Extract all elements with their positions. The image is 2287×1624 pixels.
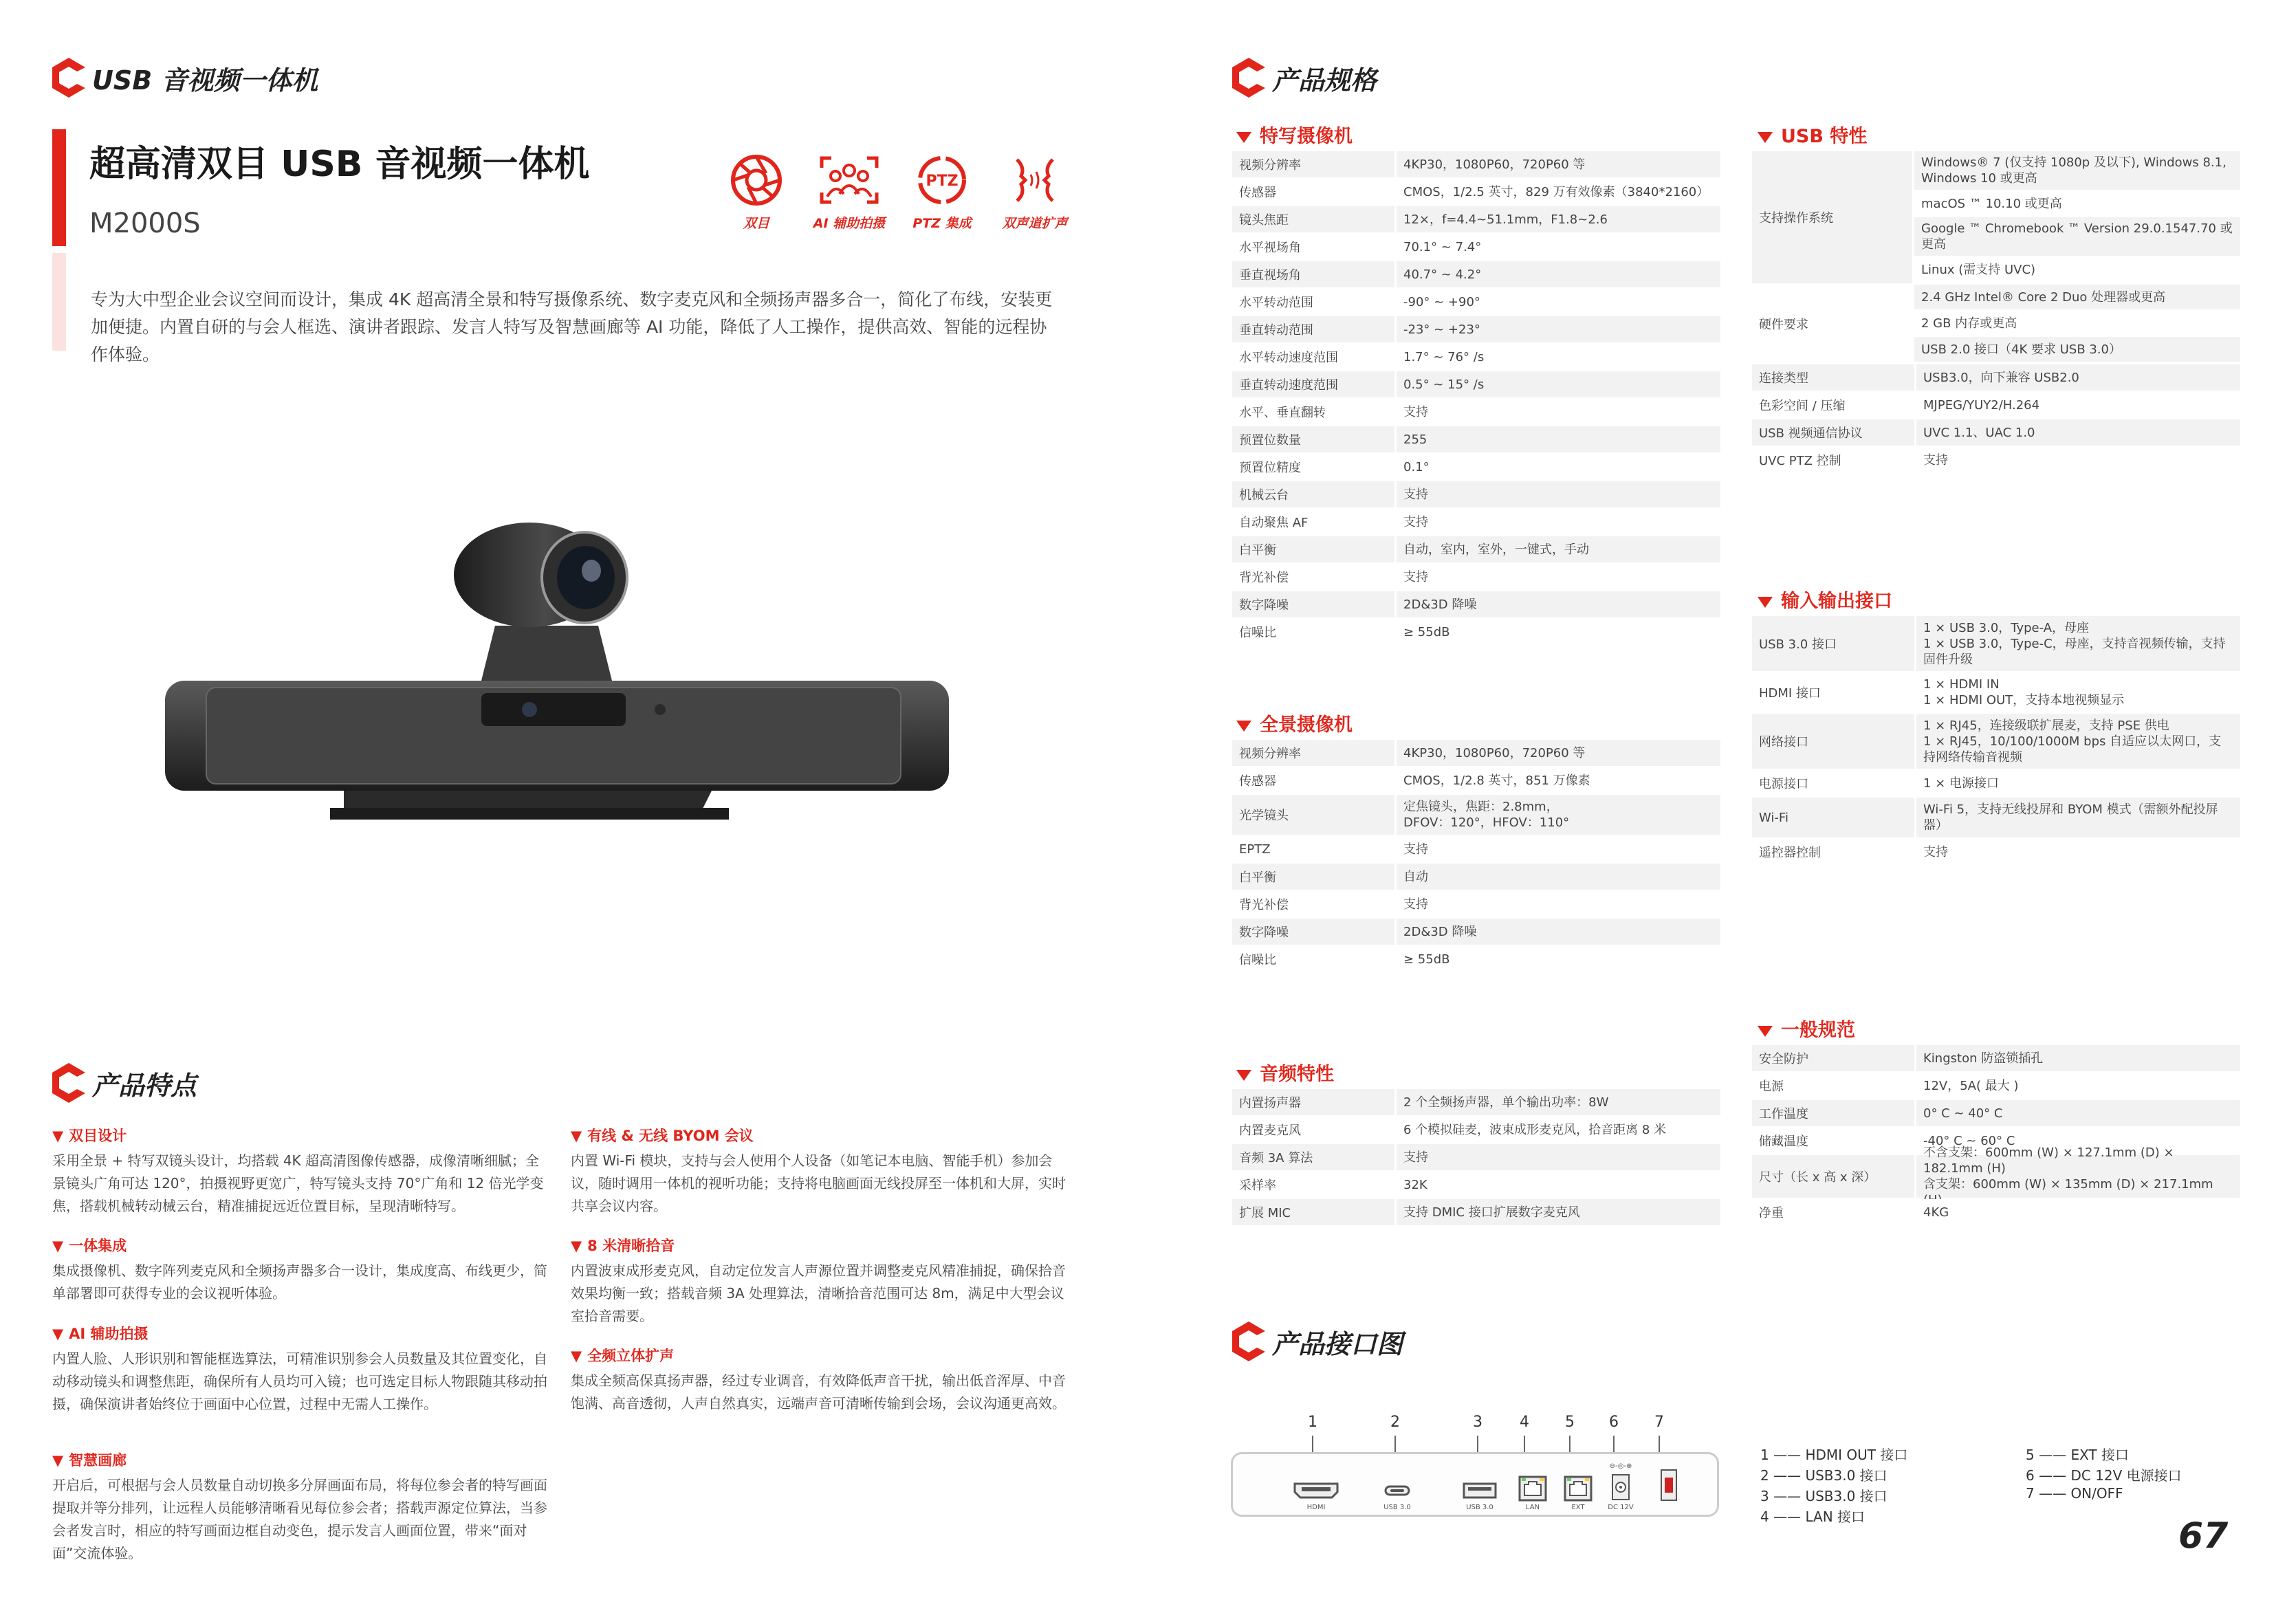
feature-icon-ai [805,153,894,232]
spec-key: 水平、垂直翻转 [1232,399,1394,425]
spec-key: 视频分辨率 [1232,740,1394,766]
aperture-icon [723,153,789,208]
spec-row-os [1752,151,2240,285]
spec-row [1232,767,1720,795]
spec-value: 2 个全频扬声器，单个输出功率：8W [1394,1089,1720,1115]
spec-row [1232,426,1720,454]
spec-subtitle [1236,710,1353,736]
port-label: LAN [1525,1504,1540,1511]
spec-row [1232,591,1720,619]
spec-subtitle-text: 特写摄像机 [1260,126,1353,147]
dc-power-port-icon [1610,1460,1632,1502]
spec-key: 数字降噪 [1232,919,1394,945]
spec-key: 自动聚焦 AF [1232,509,1394,535]
spec-row [1752,1073,2240,1100]
spec-key: 镜头焦距 [1232,206,1394,232]
product-model: M2000S [89,208,201,239]
feature-icon-dual [712,153,801,232]
legend-item: 2 —— USB3.0 接口 [1760,1467,1887,1484]
svg-text:PTZ: PTZ [926,173,959,190]
spec-value: 支持 [1394,509,1720,535]
spec-value: 2D&3D 降噪 [1394,591,1720,617]
spec-table-io [1752,616,2240,866]
spec-row [1752,1199,2240,1227]
port-label: USB 3.0 [1383,1504,1411,1511]
feature-item: ▼ 智慧画廊 开启后，可根据与会人员数量自动切换多分屏画面布局，将每位参会者的特写画面提取并等分排列，让远程人员能够清晰看见每位参会者；搭载声源定位算法，当参会者发言时，相应的特写画面边框自动变色，提示发言人画面位置，带来“面对面”交流体验。 [52,1449,547,1565]
spec-subtitle [1236,1059,1334,1086]
spec-key: 采样率 [1232,1172,1394,1198]
spec-value: 自动，室内，室外，一键式，手动 [1394,536,1720,562]
section-title-features [50,1059,197,1107]
spec-value: -23° ~ +23° [1394,316,1720,342]
spec-value: ≥ 55dB [1394,946,1720,972]
feature-item: ▼ 全频立体扩声 集成全频高保真扬声器，经过专业调音，有效降低声音干扰，输出低音浑厚、中音饱满、高音透彻，人声自然真实，远端声音可清晰传输到会场，会议沟通更高效。 [571,1345,1066,1415]
spec-key: 预置位精度 [1232,454,1394,480]
spec-table-general [1752,1045,2240,1227]
feature-item: ▼ AI 辅助拍摄 内置人脸、人形识别和智能框选算法，可精准识别参会人员数量及其位置变化，自动移动镜头和调整焦距，确保所有人员均可入镜；也可选定目标人物跟随其移动拍摄，确保演讲者始终位于画面中心位置，过程中无需人工操作。 [52,1323,547,1416]
spec-value: 支持 [1394,891,1720,917]
spec-row [1232,234,1720,261]
spec-subtitle [1758,1015,1855,1042]
spec-subtitle [1236,121,1353,148]
feature-item: ▼ 8 米清晰拾音 内置波束成形麦克风，自动定位发言人声源位置并调整麦克风精准捕捉，确保拾音效果均衡一致；搭载音频 3A 处理算法，清晰拾音范围可达 8m，满足中大型会议室拾音需要。 [571,1235,1066,1328]
spec-value: macOS ™ 10.10 或更高 [1914,191,2240,217]
spec-key: 信噪比 [1232,619,1394,645]
spec-value: 支持 [1914,839,2240,865]
spec-value: 1 × RJ45，连接级联扩展麦，支持 PSE 供电 1 × RJ45，10/100/1000M bps 自适应以太网口，支持网络传输音视频 [1914,714,2240,769]
spec-value: 支持 [1914,447,2240,473]
spec-value: -90° ~ +90° [1394,289,1720,315]
spec-row [1232,891,1720,919]
feature-icon-stereo [990,153,1080,232]
feature-body: 内置人脸、人形识别和智能框选算法，可精准识别参会人员数量及其位置变化，自动移动镜头和调整焦距，确保所有人员均可入镜；也可选定目标人物跟随其移动拍摄，确保演讲者始终位于画面中心位置，过程中无需人工操作。 [52,1350,547,1412]
spec-key: 预置位数量 [1232,426,1394,452]
spec-value: Windows® 7 (仅支持 1080p 及以下), Windows 8.1, Windows 10 或更高 [1914,151,2240,191]
spec-row [1232,454,1720,481]
spec-row [1752,1100,2240,1128]
spec-key: 垂直视场角 [1232,261,1394,287]
spec-value: -40° C ~ 60° C [1914,1128,2240,1154]
usb-c-port-icon [1383,1484,1411,1497]
spec-key: 色彩空间 / 压缩 [1752,392,1914,418]
spec-subtitle-text: USB 特性 [1781,126,1868,147]
spec-value: 支持 [1394,836,1720,862]
usb-a-port-icon [1462,1482,1498,1500]
spec-key: USB 3.0 接口 [1752,616,1914,671]
spec-row [1232,371,1720,399]
spec-key: 白平衡 [1232,864,1394,890]
spec-key: 净重 [1752,1199,1914,1225]
spec-value: 1.7° ~ 76° /s [1394,344,1720,370]
spec-key: 遥控器控制 [1752,839,1914,865]
spec-key: 电源接口 [1752,770,1914,796]
product-image [158,523,956,866]
spec-value: 255 [1394,426,1720,452]
spec-row [1232,481,1720,509]
spec-row [1232,1117,1720,1144]
spec-row [1232,619,1720,646]
spec-row [1232,509,1720,536]
section-title-text: 产品规格 [1272,65,1377,96]
port-number: 6 [1609,1414,1619,1431]
spec-row [1752,392,2240,419]
spec-row [1232,206,1720,234]
spec-row [1752,714,2240,770]
port-number: 1 [1308,1414,1317,1431]
spec-value: 1 × HDMI IN 1 × HDMI OUT，支持本地视频显示 [1914,672,2240,712]
spec-row [1232,179,1720,206]
spec-value: 4KP30，1080P60，720P60 等 [1394,151,1720,177]
spec-value: Google ™ Chromebook ™ Version 29.0.1547.70 或更高 [1914,217,2240,257]
spec-row [1752,1045,2240,1073]
spec-key: 视频分辨率 [1232,151,1394,177]
feature-heading: AI 辅助拍摄 [69,1326,149,1342]
legend-item: 3 —— USB3.0 接口 [1760,1488,1887,1504]
spec-subtitle [1758,121,1867,148]
spec-row [1232,1089,1720,1117]
spec-row [1752,672,2240,714]
feature-body: 集成全频高保真扬声器，经过专业调音，有效降低声音干扰，输出低音浑厚、中音饱满、高音透彻，人声自然真实，远端声音可清晰传输到会场，会议沟通更高效。 [571,1372,1066,1412]
spec-key: 水平转动范围 [1232,289,1394,315]
legend-item: 5 —— EXT 接口 [2026,1447,2129,1463]
spec-key: 音频 3A 算法 [1232,1144,1394,1170]
spec-row [1232,536,1720,564]
port-label: HDMI [1306,1504,1326,1511]
spec-key: 网络接口 [1752,714,1914,769]
spec-subtitle [1758,586,1892,613]
feature-heading: 8 米清晰拾音 [587,1238,675,1254]
port-label: EXT [1571,1504,1585,1511]
spec-row [1232,289,1720,316]
svg-text:⊖-◎-⊕: ⊖-◎-⊕ [1610,1462,1632,1470]
spec-key: 背光补偿 [1232,564,1394,590]
spec-value: ≥ 55dB [1394,619,1720,645]
spec-table-usb [1752,151,2240,474]
port-number: 2 [1390,1414,1400,1431]
spec-row [1232,919,1720,946]
feature-body: 内置波束成形麦克风，自动定位发言人声源位置并调整麦克风精准捕捉，确保拾音效果均衡一致；搭载音频 3A 处理算法，清晰拾音范围可达 8m，满足中大型会议室拾音需要。 [571,1262,1066,1324]
feature-heading: 有线 & 无线 BYOM 会议 [587,1128,754,1144]
spec-row [1232,1199,1720,1227]
feature-heading: 一体集成 [69,1238,127,1254]
spec-key: 电源 [1752,1073,1914,1099]
spec-key: 水平视场角 [1232,234,1394,260]
product-title: 超高清双目 USB 音视频一体机 [89,144,590,185]
spec-value: 70.1° ~ 7.4° [1394,234,1720,260]
spec-row [1752,798,2240,839]
spec-value: 182.1mm (H) 含支架：600mm (W) × 135mm (D) × 217.1mm [1914,1155,2240,1198]
ptz-icon [909,153,975,208]
spec-row [1752,839,2240,866]
spec-key: 连接类型 [1752,364,1914,391]
spec-value: 12×，f=4.4~51.1mm，F1.8~2.6 [1394,206,1720,232]
feature-item: ▼ 有线 & 无线 BYOM 会议 内置 Wi-Fi 模块，支持与会人使用个人设备（如笔记本电脑、智能手机）参加会议，随时调用一体机的视听功能；支持将电脑画面无线投屏至一体机和大屏，实时共享会议内容。 [571,1125,1066,1218]
spec-row [1752,419,2240,447]
spec-value: 自动 [1394,864,1720,890]
spec-key: HDMI 接口 [1752,672,1914,712]
spec-value: MJPEG/YUY2/H.264 [1914,392,2240,418]
spec-key: 垂直转动速度范围 [1232,371,1394,397]
spec-value: CMOS，1/2.8 英寸，851 万像素 [1394,767,1720,793]
spec-table-closeup [1232,151,1720,646]
spec-value: 2 GB 内存或更高 [1914,311,2240,337]
spec-key: 垂直转动范围 [1232,316,1394,342]
power-switch-icon [1659,1468,1678,1502]
brand-logo-icon [50,55,88,100]
port-number: 4 [1520,1414,1529,1431]
spec-key: 信噪比 [1232,946,1394,972]
spec-key: 白平衡 [1232,536,1394,562]
feature-heading: 智慧画廊 [69,1452,127,1469]
spec-key: 数字降噪 [1232,591,1394,617]
spec-value: 支持 [1394,399,1720,425]
spec-value: 支持 [1394,564,1720,590]
spec-key: USB 视频通信协议 [1752,419,1914,446]
feature-body: 内置 Wi-Fi 模块，支持与会人使用个人设备（如笔记本电脑、智能手机）参加会议，随时调用一体机的视听功能；支持将电脑画面无线投屏至一体机和大屏，实时共享会议内容。 [571,1152,1066,1214]
spec-value: 12V，5A( 最大 ) [1914,1073,2240,1099]
legend-item: 4 —— LAN 接口 [1760,1508,1865,1525]
title-accent-bar [52,129,66,246]
spec-key: 尺寸（长 x 高 x 深） [1752,1155,1914,1198]
spec-value: Wi-Fi 5，支持无线投屏和 BYOM 模式（需额外配投屏器） [1914,798,2240,837]
spec-table-audio [1232,1089,1720,1227]
spec-key: 工作温度 [1752,1100,1914,1126]
icon-label: 双目 [743,216,769,231]
spec-value: 1 × USB 3.0，Type-A，母座 1 × USB 3.0，Type-C，母座，支持音视频传输，支持固件升级 [1914,616,2240,671]
spec-subtitle-text: 输入输出接口 [1781,591,1892,612]
spec-value: 支持 [1394,1144,1720,1170]
legend-item: 7 —— ON/OFF [2026,1485,2123,1502]
spec-value: 2D&3D 降噪 [1394,919,1720,945]
spec-key: 光学镜头 [1232,795,1394,835]
spec-value: 4KG [1914,1199,2240,1225]
spec-value: 0° C ~ 40° C [1914,1100,2240,1126]
feature-heading: 双目设计 [69,1128,127,1144]
spec-key: 储藏温度 [1752,1128,1914,1154]
spec-value: 0.1° [1394,454,1720,480]
spec-value: 4KP30，1080P60，720P60 等 [1394,740,1720,766]
spec-key: Wi-Fi [1752,798,1914,837]
spec-row-hw [1752,285,2240,364]
spec-value: USB3.0，向下兼容 USB2.0 [1914,364,2240,391]
port-label: USB 3.0 [1466,1504,1493,1511]
spec-row [1752,447,2240,474]
spec-row [1752,1155,2240,1199]
spec-key: 背光补偿 [1232,891,1394,917]
spec-row [1232,864,1720,891]
brand-logo-icon [1229,1319,1268,1364]
spec-key: 内置麦克风 [1232,1117,1394,1143]
spec-value: 0.5° ~ 15° /s [1394,371,1720,397]
intro-accent-bar [52,253,66,351]
spec-row [1232,795,1720,836]
section-title-text: USB 音视频一体机 [92,65,318,96]
spec-value: Kingston 防盗锁插孔 [1914,1045,2240,1071]
port-number: 5 [1565,1414,1575,1431]
spec-key: EPTZ [1232,836,1394,862]
spec-row [1232,740,1720,767]
brand-logo-icon [50,1060,88,1106]
icon-label: 双声道扩声 [1002,216,1068,231]
spec-subtitle-text: 一般规范 [1781,1020,1855,1041]
spec-row [1752,770,2240,798]
feature-body: 集成摄像机、数字阵列麦克风和全频扬声器多合一设计，集成度高、布线更少，简单部署即可获得专业的会议视听体验。 [52,1262,547,1302]
spec-key: 内置扬声器 [1232,1089,1394,1115]
spec-table-panoramic [1232,740,1720,974]
feature-body: 采用全景 + 特写双镜头设计，均搭载 4K 超高清图像传感器，成像清晰细腻；全景镜头广角可达 120°，拍摄视野更宽广，特写镜头支持 70°广角和 12 倍光学变焦，搭载机械转动械云台，精准捕捉远近位置目标，呈现清晰特写。 [52,1152,544,1214]
spec-row [1232,261,1720,289]
hdmi-port-icon [1292,1482,1340,1500]
spec-value: UVC 1.1、UAC 1.0 [1914,419,2240,446]
spec-key: 硬件要求 [1752,285,1914,363]
section-title-interface [1229,1317,1403,1365]
spec-value: 1 × 电源接口 [1914,770,2240,796]
section-title-usb [50,54,318,102]
spec-value: 支持 [1394,481,1720,507]
spec-key: 传感器 [1232,179,1394,205]
spec-value: 2.4 GHz Intel® Core 2 Duo 处理器或更高 [1914,285,2240,311]
rear-panel [1231,1452,1719,1517]
product-intro: 专为大中型企业会议空间而设计，集成 4K 超高清全景和特写摄像系统、数字麦克风和全频扬声器多合一，简化了布线，安装更加便捷。内置自研的与会人框选、演讲者跟踪、发言人特写及智慧画廊等 AI 功能，降低了人工操作，提供高效、智能的远程协作体验。 [91,289,1053,364]
spec-key: 传感器 [1232,767,1394,793]
spec-key: 支持操作系统 [1752,151,1914,283]
spec-row [1232,836,1720,864]
feature-item: ▼ 双目设计 采用全景 + 特写双镜头设计，均搭载 4K 超高清图像传感器，成像清晰细腻；全景镜头广角可达 120°，拍摄视野更宽广，特写镜头支持 70°广角和 12 倍光学变焦，搭载机械转动械云台，精准捕捉远近位置目标，呈现清晰特写。 [52,1125,547,1218]
brand-logo-icon [1229,55,1268,100]
port-number: 7 [1654,1414,1664,1431]
page-number: 67 [2178,1515,2229,1557]
spec-value: 32K [1394,1172,1720,1198]
port-label: DC 12V [1608,1504,1634,1511]
spec-row [1232,1172,1720,1199]
spec-value: 40.7° ~ 4.2° [1394,261,1720,287]
spec-value: 6 个模拟硅麦，波束成形麦克风，拾音距离 8 米 [1394,1117,1720,1143]
spec-row [1232,399,1720,426]
spec-key: 安全防护 [1752,1045,1914,1071]
section-title-text: 产品接口图 [1272,1328,1403,1359]
feature-body: 开启后，可根据与会人员数量自动切换多分屏画面布局，将每位参会者的特写画面提取并等分排列，让远程人员能够清晰看见每位参会者；搭载声源定位算法，当参会者发言时，相应的特写画面边框自动变色，提示发言人画面位置，带来“面对面”交流体验。 [52,1477,547,1561]
spec-row [1232,151,1720,179]
port-number: 3 [1473,1414,1482,1431]
section-title-text: 产品特点 [92,1070,197,1101]
legend-item: 6 —— DC 12V 电源接口 [2026,1467,2182,1484]
spec-value: CMOS，1/2.5 英寸，829 万有效像素（3840*2160） [1394,179,1720,205]
icon-label: AI 辅助拍摄 [813,216,886,231]
spec-subtitle-text: 音频特性 [1260,1064,1334,1085]
spec-key: 扩展 MIC [1232,1199,1394,1225]
spec-key: 机械云台 [1232,481,1394,507]
spec-row [1232,564,1720,591]
legend-item: 1 —— HDMI OUT 接口 [1760,1447,1908,1463]
spec-row [1752,616,2240,672]
spec-value: Linux (需支持 UVC) [1914,257,2240,283]
feature-heading: 全频立体扩声 [587,1348,675,1364]
spec-row [1232,344,1720,371]
feature-item: ▼ 一体集成 集成摄像机、数字阵列麦克风和全频扬声器多合一设计，集成度高、布线更少，简单部署即可获得专业的会议视听体验。 [52,1235,547,1305]
icon-label: PTZ 集成 [912,216,972,231]
spec-row [1752,364,2240,392]
spec-key: UVC PTZ 控制 [1752,447,1914,473]
lan-port-icon [1518,1475,1548,1502]
spec-value: USB 2.0 接口（4K 要求 USB 3.0） [1914,337,2240,363]
spec-row [1232,946,1720,974]
spec-row [1232,1144,1720,1172]
ext-port-icon [1563,1475,1593,1502]
spec-subtitle-text: 全景摄像机 [1260,714,1353,736]
spec-key: 水平转动速度范围 [1232,344,1394,370]
speaker-face-icon [1002,153,1068,208]
spec-value: 支持 DMIC 接口扩展数字麦克风 [1394,1199,1720,1225]
section-title-specs [1229,54,1377,102]
people-frame-icon [816,153,882,208]
spec-row [1232,316,1720,344]
spec-value: 定焦镜头，焦距：2.8mm， DFOV：120°，HFOV：110° [1394,795,1720,835]
feature-icon-ptz [897,153,987,232]
